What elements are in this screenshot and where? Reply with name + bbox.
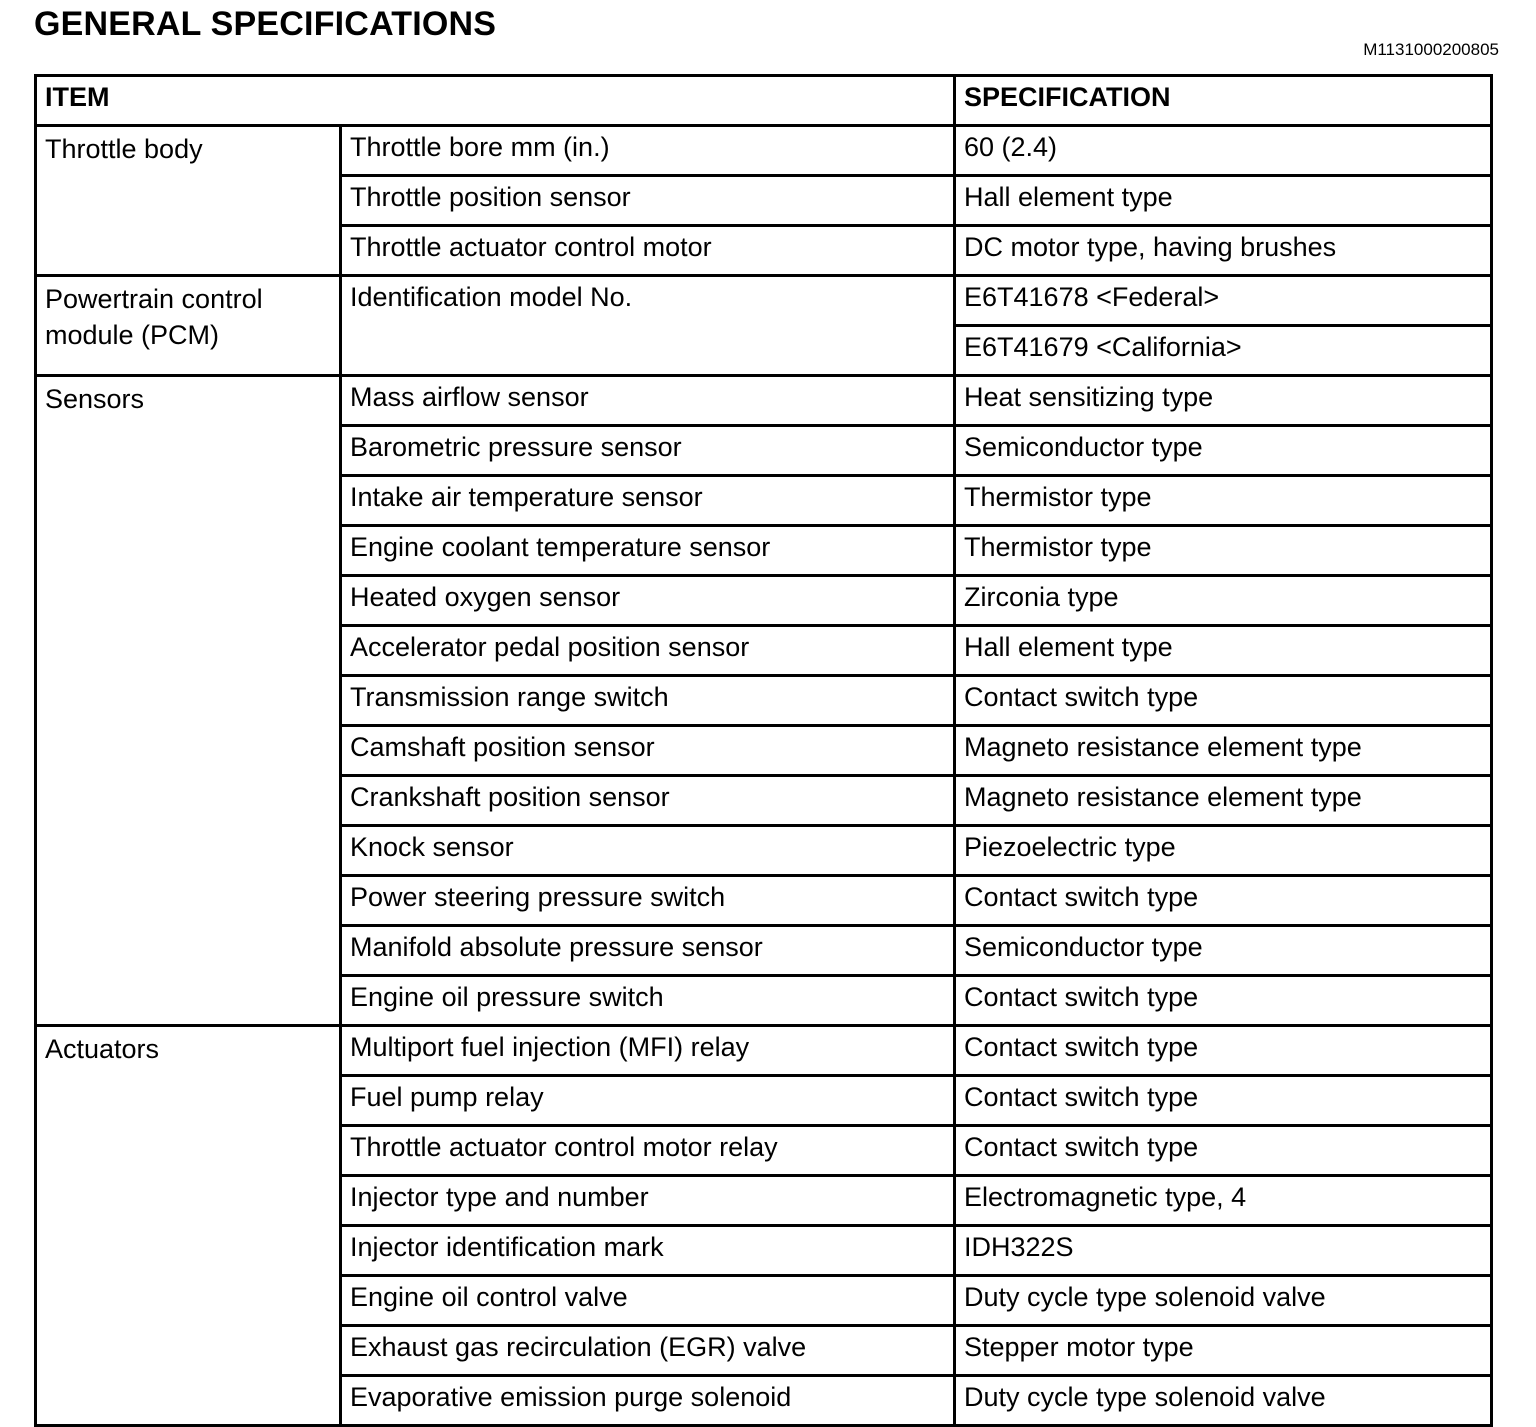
header-row (36, 76, 1492, 126)
spec-cell: Magneto resistance element type (955, 726, 1492, 776)
spec-cell: Contact switch type (955, 876, 1492, 926)
spec-cell: E6T41678 <Federal> (955, 276, 1492, 326)
item-cell: Accelerator pedal position sensor (341, 626, 955, 676)
item-cell: Injector identification mark (341, 1226, 955, 1276)
spec-cell: Magneto resistance element type (955, 776, 1492, 826)
spec-cell: 60 (2.4) (955, 126, 1492, 176)
category-cell: Throttle body (36, 126, 341, 276)
item-cell: Knock sensor (341, 826, 955, 876)
item-cell: Engine oil control valve (341, 1276, 955, 1326)
table-row (36, 376, 1492, 426)
spec-cell: IDH322S (955, 1226, 1492, 1276)
item-cell: Engine oil pressure switch (341, 976, 955, 1026)
item-cell: Mass airflow sensor (341, 376, 955, 426)
spec-cell: Contact switch type (955, 1076, 1492, 1126)
spec-cell: Duty cycle type solenoid valve (955, 1376, 1492, 1426)
category-cell: Powertrain control module (PCM) (36, 276, 341, 376)
spec-cell: Heat sensitizing type (955, 376, 1492, 426)
spec-cell: Contact switch type (955, 1126, 1492, 1176)
table-row (36, 1026, 1492, 1076)
item-cell: Engine coolant temperature sensor (341, 526, 955, 576)
spec-cell: Semiconductor type (955, 426, 1492, 476)
item-cell: Evaporative emission purge solenoid (341, 1376, 955, 1426)
item-cell: Manifold absolute pressure sensor (341, 926, 955, 976)
specifications-table (34, 74, 1493, 1427)
spec-cell: Thermistor type (955, 476, 1492, 526)
table-row (36, 276, 1492, 326)
document-code: M1131000200805 (1363, 40, 1499, 59)
item-cell: Heated oxygen sensor (341, 576, 955, 626)
spec-cell: Hall element type (955, 176, 1492, 226)
spec-cell: Contact switch type (955, 676, 1492, 726)
item-cell: Camshaft position sensor (341, 726, 955, 776)
item-cell: Barometric pressure sensor (341, 426, 955, 476)
spec-cell: Semiconductor type (955, 926, 1492, 976)
item-cell: Exhaust gas recirculation (EGR) valve (341, 1326, 955, 1376)
specification-header: SPECIFICATION (955, 76, 1492, 126)
item-cell: Throttle actuator control motor relay (341, 1126, 955, 1176)
item-header: ITEM (36, 76, 955, 126)
spec-cell: Electromagnetic type, 4 (955, 1176, 1492, 1226)
page-title: GENERAL SPECIFICATIONS (34, 5, 497, 43)
item-cell: Throttle actuator control motor (341, 226, 955, 276)
spec-cell: Contact switch type (955, 1026, 1492, 1076)
category-cell: Sensors (36, 376, 341, 1026)
spec-cell: DC motor type, having brushes (955, 226, 1492, 276)
category-cell: Actuators (36, 1026, 341, 1426)
item-cell: Identification model No. (341, 276, 955, 376)
item-cell: Injector type and number (341, 1176, 955, 1226)
spec-cell: Duty cycle type solenoid valve (955, 1276, 1492, 1326)
item-cell: Power steering pressure switch (341, 876, 955, 926)
item-cell: Throttle position sensor (341, 176, 955, 226)
spec-cell: Stepper motor type (955, 1326, 1492, 1376)
spec-cell: Contact switch type (955, 976, 1492, 1026)
item-cell: Crankshaft position sensor (341, 776, 955, 826)
item-cell: Intake air temperature sensor (341, 476, 955, 526)
spec-cell: Zirconia type (955, 576, 1492, 626)
spec-cell: E6T41679 <California> (955, 326, 1492, 376)
spec-cell: Piezoelectric type (955, 826, 1492, 876)
spec-cell: Thermistor type (955, 526, 1492, 576)
item-cell: Fuel pump relay (341, 1076, 955, 1126)
item-cell: Throttle bore mm (in.) (341, 126, 955, 176)
spec-cell: Hall element type (955, 626, 1492, 676)
table-row (36, 126, 1492, 176)
item-cell: Transmission range switch (341, 676, 955, 726)
item-cell: Multiport fuel injection (MFI) relay (341, 1026, 955, 1076)
